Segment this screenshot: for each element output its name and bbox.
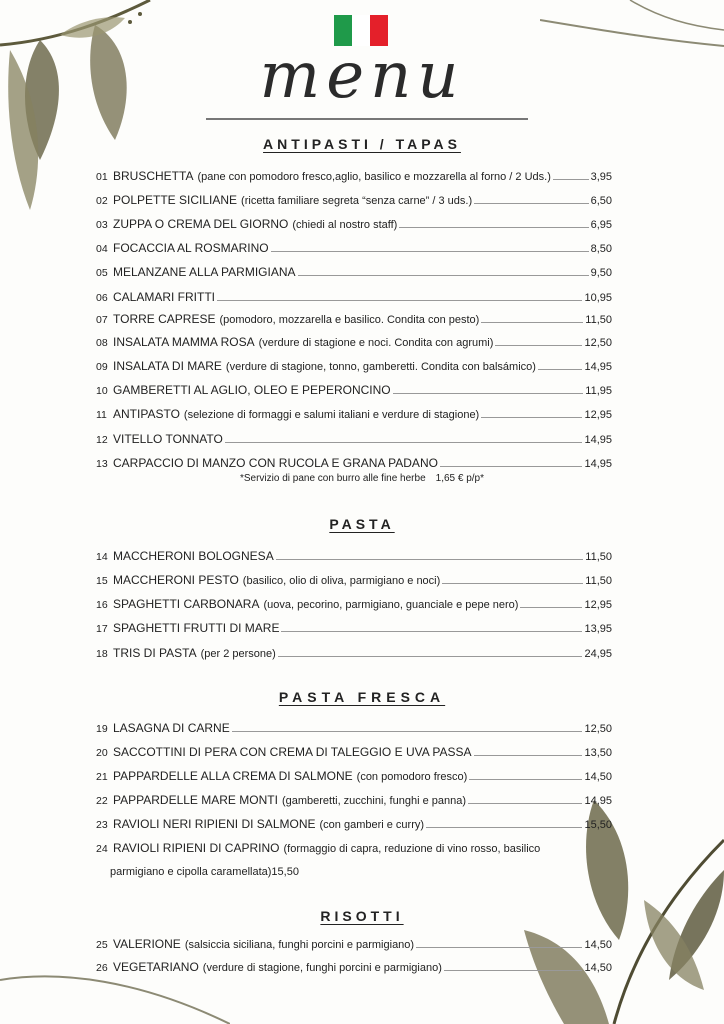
item-name: PAPPARDELLE MARE MONTI [113,793,278,807]
item-price: 14,95 [584,795,612,807]
menu-title: menu [259,39,465,113]
item-price: 6,50 [590,195,612,207]
item-number: 10 [96,385,108,397]
dot-leader [468,803,582,804]
bread-service-note [0,473,724,484]
item-name: CALAMARI FRITTI [113,290,216,304]
item-number: 11 [96,409,107,421]
dot-leader [474,203,588,204]
item-name: SACCOTTINI DI PERA CON CREMA DI TALEGGIO E UVA PASSA [113,745,472,759]
item-name: VITELLO TONNATO [113,432,223,446]
section-title: PASTA FRESCA [278,689,446,705]
menu-item-continuation [110,858,612,878]
item-number: 21 [96,771,108,783]
item-price: 14,50 [584,939,612,951]
item-name: ZUPPA O CREMA DEL GIORNO [113,217,289,231]
dot-leader [469,779,582,780]
item-description: (pomodoro, mozzarella e basilico. Condita con pesto) [219,314,480,326]
menu-item [96,377,612,397]
item-name: MACCHERONI BOLOGNESA [113,549,274,563]
dot-leader [481,322,583,323]
item-name: MACCHERONI PESTO [113,573,239,587]
item-price: 24,95 [584,648,612,660]
item-number: 18 [96,648,108,660]
menu-item [96,259,612,279]
section-title: ANTIPASTI / TAPAS [263,136,461,152]
menu-item [96,787,612,807]
dot-leader [474,755,583,756]
item-name: MELANZANE ALLA PARMIGIANA [113,265,296,279]
item-number: 22 [96,795,108,807]
item-number: 15 [96,575,108,587]
dot-leader [440,466,583,467]
dot-leader [271,251,589,252]
item-name: POLPETTE SICILIANE [113,193,238,207]
item-price: 12,95 [584,599,612,611]
dot-leader [278,656,583,657]
item-number: 03 [96,219,108,231]
item-number: 19 [96,723,108,735]
menu-item [96,567,612,587]
item-price: 6,95 [590,219,612,231]
menu-item [96,426,612,446]
item-name: VEGETARIANO [113,960,199,974]
item-name: BRUSCHETTA [113,169,194,183]
menu-item [96,187,612,207]
item-number: 12 [96,434,108,446]
item-name: SPAGHETTI CARBONARA [113,597,260,611]
item-name: ANTIPASTO [113,407,180,421]
dot-leader [281,631,582,632]
item-number: 20 [96,747,108,759]
item-price: 11,95 [585,385,612,397]
note-price: 1,65 € p/p* [435,473,485,484]
item-description: (verdure di stagione, funghi porcini e parmigiano) [202,962,442,974]
item-price: 3,95 [590,171,612,183]
item-name: CARPACCIO DI MANZO CON RUCOLA E GRANA PADANO [113,456,438,470]
item-name: GAMBERETTI AL AGLIO, OLEO E PEPERONCINO [113,383,391,397]
item-number: 17 [96,623,108,635]
item-description: (per 2 persone) [200,648,276,660]
item-description: (gamberetti, zucchini, funghi e panna) [281,795,466,807]
dot-leader [276,559,584,560]
item-name: INSALATA DI MARE [113,359,222,373]
item-price: 11,50 [585,575,612,587]
dot-leader [393,393,584,394]
menu-item [96,284,612,304]
menu-item [96,450,612,470]
dot-leader [232,731,583,732]
item-description: (verdure di stagione e noci. Condita con agrumi) [258,337,494,349]
item-name: SPAGHETTI FRUTTI DI MARE [113,621,280,635]
menu-item [96,763,612,783]
item-price: 15,50 [271,866,299,878]
item-description: (selezione di formaggi e salumi italiani e verdure di stagione) [183,409,480,421]
item-number: 07 [96,314,108,326]
item-number: 01 [96,171,108,183]
item-description: (uova, pecorino, parmigiano, guanciale e pepe nero) [263,599,519,611]
item-number: 08 [96,337,108,349]
menu-item [96,739,612,759]
item-price: 12,95 [584,409,612,421]
item-name: PAPPARDELLE ALLA CREMA DI SALMONE [113,769,353,783]
menu-item [96,640,612,660]
item-description: (chiedi al nostro staff) [292,219,398,231]
item-number: 23 [96,819,108,831]
item-name: RAVIOLI RIPIENI DI CAPRINO [113,841,280,855]
item-price: 11,50 [585,314,612,326]
item-name: LASAGNA DI CARNE [113,721,230,735]
item-number: 25 [96,939,108,951]
item-description: (formaggio di capra, reduzione di vino rosso, basilico [283,843,541,855]
item-description: (con pomodoro fresco) [356,771,468,783]
dot-leader [416,947,582,948]
item-name: VALERIONE [113,937,181,951]
item-price: 14,50 [584,962,612,974]
item-price: 14,95 [584,361,612,373]
item-description: (basilico, olio di oliva, parmigiano e noci) [242,575,441,587]
item-price: 14,95 [584,458,612,470]
dot-leader [298,275,589,276]
dot-leader [495,345,582,346]
item-description: (verdure di stagione, tonno, gamberetti. Condita con balsámico) [225,361,536,373]
item-name: RAVIOLI NERI RIPIENI DI SALMONE [113,817,316,831]
item-name: FOCACCIA AL ROSMARINO [113,241,269,255]
menu-item [96,329,612,349]
menu-item [96,615,612,635]
item-name: TRIS DI PASTA [113,646,197,660]
item-description: (pane con pomodoro fresco,aglio, basilico e mozzarella al forno / 2 Uds.) [197,171,551,183]
item-description: (salsiccia siciliana, funghi porcini e parmigiano) [184,939,415,951]
dot-leader [538,369,583,370]
item-number: 16 [96,599,108,611]
title-underline [206,118,528,120]
item-number: 02 [96,195,108,207]
menu-item [96,931,612,951]
dot-leader [442,583,583,584]
item-number: 24 [96,843,108,855]
menu-item [96,211,612,231]
menu-item [96,306,612,326]
dot-leader [225,442,583,443]
item-number: 05 [96,267,108,279]
item-price: 15,50 [584,819,612,831]
dot-leader [444,970,583,971]
menu-item [96,954,612,974]
item-description: (ricetta familiare segreta “senza carne” / 3 uds.) [241,195,473,207]
dot-leader [553,179,589,180]
item-price: 14,50 [584,771,612,783]
menu-item [96,235,612,255]
menu-item [96,163,612,183]
item-number: 04 [96,243,108,255]
dot-leader [399,227,588,228]
item-price: 12,50 [584,337,612,349]
menu-item [96,543,612,563]
item-price: 10,95 [584,292,612,304]
item-price: 9,50 [590,267,612,279]
menu-item [96,401,612,421]
dot-leader [217,300,582,301]
section-title: PASTA [329,516,395,532]
note-text: *Servizio di pane con burro alle fine herbe [239,473,426,484]
item-price: 8,50 [590,243,612,255]
dot-leader [520,607,582,608]
menu-item [96,811,612,831]
item-name: TORRE CAPRESE [113,312,216,326]
menu-item [96,353,612,373]
item-number: 26 [96,962,108,974]
dot-leader [426,827,582,828]
item-number: 14 [96,551,108,563]
item-price: 14,95 [584,434,612,446]
item-number: 13 [96,458,108,470]
item-price: 11,50 [585,551,612,563]
dot-leader [481,417,582,418]
item-description: (con gamberi e curry) [319,819,425,831]
item-number: 09 [96,361,108,373]
item-name: INSALATA MAMMA ROSA [113,335,255,349]
section-title: RISOTTI [320,908,404,924]
item-number: 06 [96,292,108,304]
item-description-continued: parmigiano e cipolla caramellata) [110,866,272,878]
item-price: 13,95 [584,623,612,635]
menu-item [96,591,612,611]
item-price: 13,50 [584,747,612,759]
menu-item [96,715,612,735]
item-price: 12,50 [584,723,612,735]
menu-item [96,835,612,855]
